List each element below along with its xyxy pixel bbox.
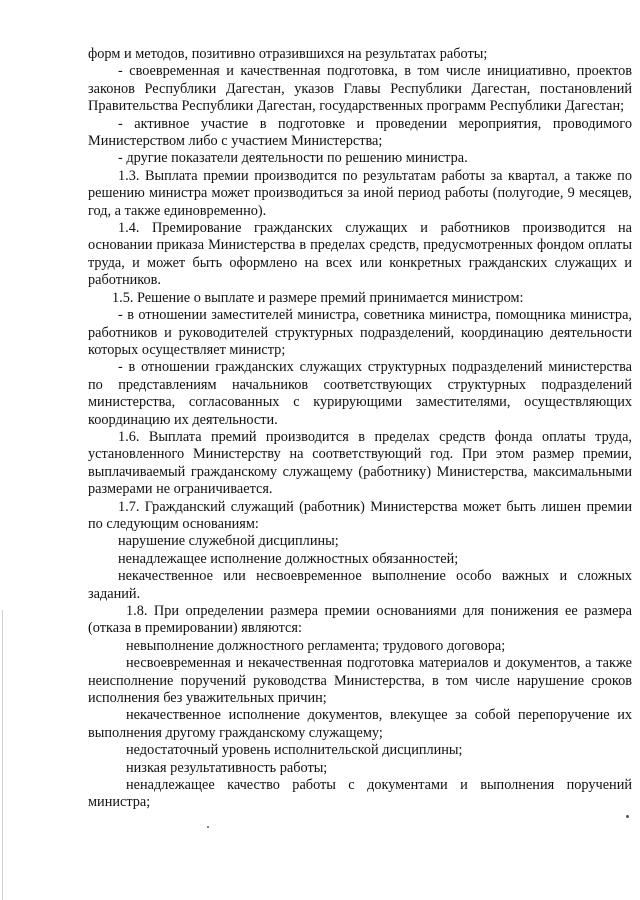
paragraph: 1.8. При определении размера премии основаниями для понижения ее размера (отказа в премировании) являются: — [88, 603, 632, 637]
paragraph: - в отношении заместителей министра, советника министра, помощника министра, работников и руководителей структурных подразделений, координацию деятельности которых осуществляет министр; — [88, 307, 632, 358]
scan-speck — [626, 815, 629, 818]
paragraph: несвоевременная и некачественная подготовка материалов и документов, а также неисполнение поручений руководства Министерства, в том числе нарушение сроков исполнения без уважительных причин; — [88, 655, 632, 707]
paragraph: низкая результативность работы; — [126, 759, 328, 776]
paragraph: некачественное или несвоевременное выполнение особо важных и сложных заданий. — [88, 568, 632, 602]
paragraph: форм и методов, позитивно отразившихся на результатах работы; — [88, 46, 488, 62]
paragraph: ненадлежащее качество работы с документами и выполнения поручений министра; — [88, 777, 632, 811]
paragraph: - другие показатели деятельности по решению министра. — [118, 150, 468, 167]
paragraph: нарушение служебной дисциплины; — [118, 533, 339, 550]
paragraph: недостаточный уровень исполнительской дисциплины; — [126, 742, 463, 759]
paragraph: 1.3. Выплата премии производится по результатам работы за квартал, а также по решению министра может производиться за иной период работы (полугодие, 9 месяцев, год, а также единовременно). — [88, 167, 632, 219]
paragraph: 1.5. Решение о выплате и размере премий принимается министром: — [112, 289, 524, 306]
paragraph: - в отношении гражданских служащих структурных подразделений министерства по представлениям начальников соответствующих структурных подразделений министерства, согласованных с курирующими заместителями, осуществляющих координацию их деятельности. — [88, 359, 632, 428]
scan-edge-line — [2, 610, 3, 900]
paragraph: - активное участие в подготовке и проведении мероприятия, проводимого Министерством либо с участием Министерства; — [88, 115, 632, 150]
paragraph: 1.6. Выплата премий производится в пределах средств фонда оплаты труда, установленного Министерству на соответствующий год. При этом размер премии, выплачиваемый гражданскому служащему (работнику) Министерства, максимальными размерами не ограничивается. — [88, 428, 632, 498]
document-page — [88, 46, 632, 812]
paragraph: - своевременная и качественная подготовка, в том числе инициативно, проектов законов Республики Дагестан, указов Главы Республики Дагестан, постановлений Правительства Республики Дагестан, государственных программ Республики Дагестан; — [88, 63, 632, 115]
paragraph: 1.7. Гражданский служащий (работник) Министерства может быть лишен премии по следующим основаниям: — [88, 498, 632, 532]
scan-speck — [207, 826, 209, 828]
paragraph: ненадлежащее исполнение должностных обязанностей; — [118, 550, 459, 567]
paragraph: некачественное исполнение документов, влекущее за собой перепоручение их выполнения другому гражданскому служащему; — [88, 707, 632, 741]
paragraph: невыполнение должностного регламента; трудового договора; — [126, 637, 506, 654]
paragraph: 1.4. Премирование гражданских служащих и работников производится на основании приказа Министерства в пределах средств, предусмотренных фондом оплаты труда, и может быть оформлено на всех или конкретных гражданских служащих и работников. — [88, 220, 632, 289]
